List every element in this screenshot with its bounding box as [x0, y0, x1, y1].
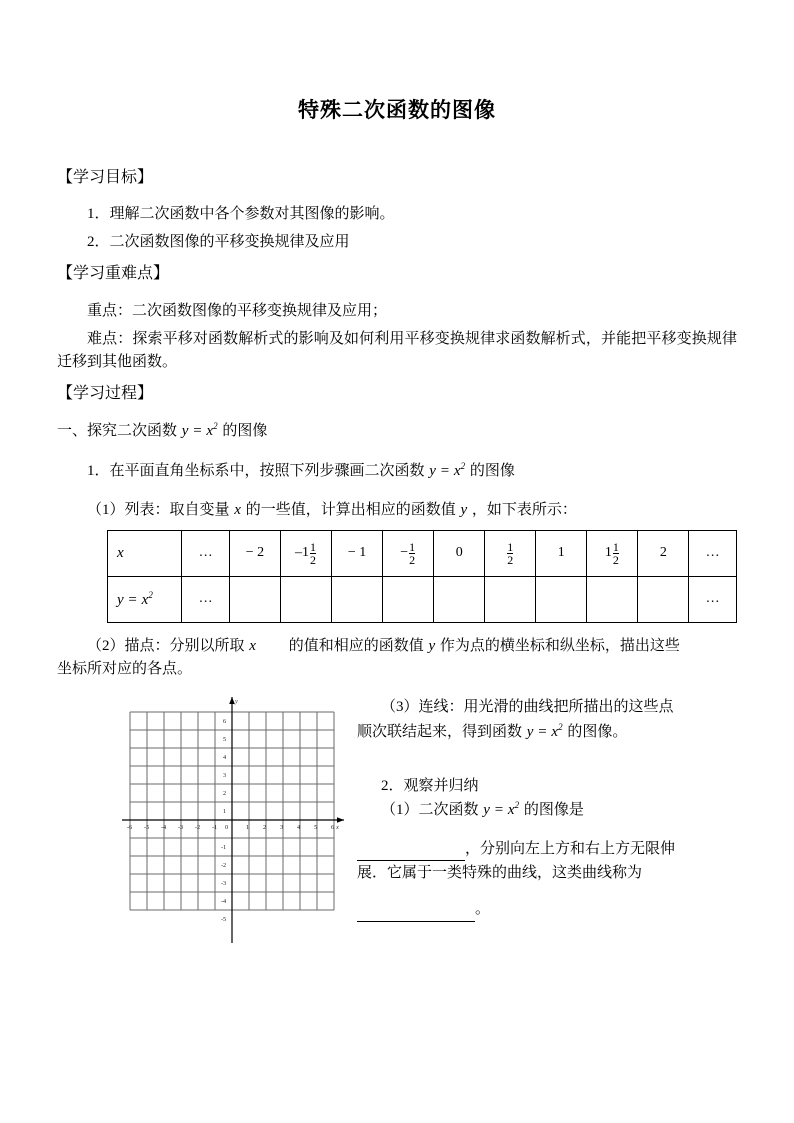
- table-cell: [281, 576, 332, 622]
- table-cell: [638, 576, 689, 622]
- step-3-line: [357, 695, 742, 719]
- y-tick-label: 1: [223, 808, 227, 816]
- step-list-label: （1）列表：取自变量: [87, 501, 230, 518]
- y-tick-label: -4: [221, 898, 227, 906]
- table-cell: [229, 576, 280, 622]
- observe-2-a: ，分别向左上方和右上方无限伸: [465, 840, 676, 857]
- objective-item-2: 2．二次函数图像的平移变换规律及应用: [87, 234, 350, 251]
- part-one-heading-suffix: 的图像: [222, 423, 268, 440]
- table-cell: 0: [434, 530, 485, 576]
- x-tick-label: -1: [212, 824, 218, 832]
- table-cell: …: [689, 530, 737, 576]
- keypoint-line: 重点：二次函数图像的平移变换规律及应用；: [87, 302, 388, 319]
- spacer: [57, 404, 737, 414]
- keypoints-heading: 【学习重难点】: [57, 265, 170, 283]
- table-cell: [434, 576, 485, 622]
- y-tick-label: 2: [223, 790, 227, 798]
- step-plot-a: （2）描点：分别以所取: [87, 637, 245, 654]
- x-tick-label: 3: [280, 824, 284, 832]
- variable-x: x: [234, 501, 241, 518]
- minus-sign: −: [400, 545, 409, 561]
- step-1-prefix: 1．在平面直角坐标系中，按照下列步骤画二次函数: [87, 463, 425, 480]
- table-cell: [485, 576, 536, 622]
- y-tick-label: -3: [221, 880, 227, 888]
- page-title: 特殊二次函数的图像: [298, 98, 496, 122]
- spacer: [357, 744, 742, 774]
- formula-y-equals-x-squared: $y = x^2$: [429, 461, 466, 480]
- variable-x: x: [117, 544, 124, 561]
- mixed-number: 1: [604, 545, 612, 561]
- table-cell: [332, 576, 383, 622]
- variable-y: y: [460, 501, 468, 518]
- formula-y-equals-x-squared: $y = x^2$: [483, 800, 520, 819]
- y-tick-label: 5: [223, 736, 227, 744]
- spacer: [57, 285, 737, 295]
- step-plot-c: 作为点的横坐标和纵坐标，描出这些: [439, 637, 680, 654]
- x-tick-label: 1: [246, 824, 250, 832]
- observe-item-2: [357, 837, 742, 861]
- difficulty-line: 难点：探索平移对函数解析式的影响及如何利用平移变换规律求函数解析式，并能把平移变换规律迁移到其他函数。: [57, 331, 737, 371]
- observe-4: 。: [475, 901, 491, 918]
- table-cell: 1: [536, 530, 587, 576]
- variable-x: x: [249, 637, 256, 654]
- step-3-c: 的图像。: [567, 723, 628, 740]
- y-tick-label: -1: [221, 844, 227, 852]
- table-cell: [587, 530, 638, 576]
- step-plot-line: [57, 635, 737, 658]
- step-3-line-2: [357, 720, 742, 744]
- x-tick-label: -4: [161, 824, 167, 832]
- step-list-end: ，如下表所示：: [471, 501, 577, 518]
- table-cell: [485, 530, 536, 576]
- table-cell: [281, 530, 332, 576]
- observe-heading: 2．观察并归纳: [381, 778, 479, 795]
- formula-y-equals-x-squared: $y = x^2$: [117, 589, 153, 608]
- observe-item-1: [357, 798, 742, 822]
- part-one-heading: [57, 420, 737, 443]
- y-axis-arrow: [229, 697, 235, 704]
- fill-in-blank[interactable]: [357, 906, 475, 922]
- x-tick-label: 5: [314, 824, 318, 832]
- x-tick-label: -3: [178, 824, 184, 832]
- values-table: [107, 530, 737, 623]
- x-tick-label: -5: [144, 824, 150, 832]
- step-1-suffix: 的图像: [469, 463, 515, 480]
- fraction-one-half: $\frac{1}{2}$: [409, 539, 416, 567]
- y-tick-label: -5: [221, 916, 227, 924]
- table-cell: [383, 530, 434, 576]
- table-row: [108, 576, 737, 622]
- x-tick-label: -2: [195, 824, 201, 832]
- process-heading: 【学习过程】: [57, 384, 154, 402]
- table-cell: [383, 576, 434, 622]
- objective-item-1: 1．理解二次函数中各个参数对其图像的影响。: [87, 205, 395, 222]
- y-tick-label: -2: [221, 862, 227, 870]
- y-tick-label: 6: [223, 718, 227, 726]
- observe-1-a: （1）二次函数: [381, 802, 479, 819]
- observe-item-3: 展．它属于一类特殊的曲线，这类曲线称为: [357, 864, 643, 881]
- coordinate-grid-svg: [122, 695, 347, 945]
- spacer: [57, 189, 737, 199]
- x-tick-label: 6: [331, 824, 335, 832]
- observe-item-4: [357, 897, 742, 921]
- variable-y: y: [428, 637, 436, 654]
- table-cell: …: [182, 530, 230, 576]
- observe-1-b: 的图像是: [523, 802, 584, 819]
- y-tick-label: 4: [223, 754, 227, 762]
- table-cell: …: [182, 576, 230, 622]
- x-tick-label: 2: [263, 824, 267, 832]
- formula-y-equals-x-squared: $y = x^2$: [526, 721, 563, 740]
- step-plot-line-2: 坐标所对应的各点。: [57, 661, 193, 678]
- mixed-number: –1: [295, 545, 310, 561]
- table-cell-header-y: [108, 576, 182, 622]
- table-cell-header-x: [108, 530, 182, 576]
- fraction-one-half: $\frac{1}{2}$: [612, 539, 619, 567]
- table-cell: 2: [638, 530, 689, 576]
- table-cell: …: [689, 576, 737, 622]
- spacer: [357, 885, 742, 897]
- step-plot-b: 的值和相应的函数值: [288, 637, 424, 654]
- part-one-heading-prefix: 一、探究二次函数: [57, 423, 178, 440]
- table-row: [108, 530, 737, 576]
- spacer: [357, 823, 742, 837]
- fraction-one-half: $\frac{1}{2}$: [507, 539, 514, 567]
- x-tick-label: 0: [225, 824, 229, 832]
- fill-in-blank[interactable]: [357, 845, 465, 861]
- table-cell: − 2: [229, 530, 280, 576]
- table-cell: − 1: [332, 530, 383, 576]
- step-3-a: （3）连线：用光滑的曲线把所描出的这些点: [381, 699, 674, 716]
- step-3-b: 顺次联结起来，得到函数: [357, 723, 523, 740]
- y-tick-label: 3: [223, 772, 227, 780]
- step-list-line: [57, 499, 737, 522]
- formula-y-equals-x-squared: $y = x^2$: [181, 421, 218, 440]
- graph-and-notes-region: [57, 695, 737, 960]
- axes: [122, 697, 344, 943]
- x-tick-label: -6: [127, 824, 133, 832]
- x-axis-arrow: [337, 818, 344, 824]
- step-1-line: [57, 460, 737, 483]
- coordinate-grid-figure: [122, 695, 347, 945]
- table-cell: [587, 576, 638, 622]
- y-axis-label: y: [235, 698, 238, 706]
- x-tick-label: 4: [297, 824, 301, 832]
- notes-column: [357, 695, 742, 921]
- x-axis-label: x: [336, 824, 339, 832]
- fraction-one-half: $\frac{1}{2}$: [310, 539, 317, 567]
- step-list-mid: 的一些值，计算出相应的函数值: [245, 501, 456, 518]
- table-cell: [536, 576, 587, 622]
- objectives-heading: 【学习目标】: [57, 169, 154, 187]
- spacer: [57, 123, 737, 145]
